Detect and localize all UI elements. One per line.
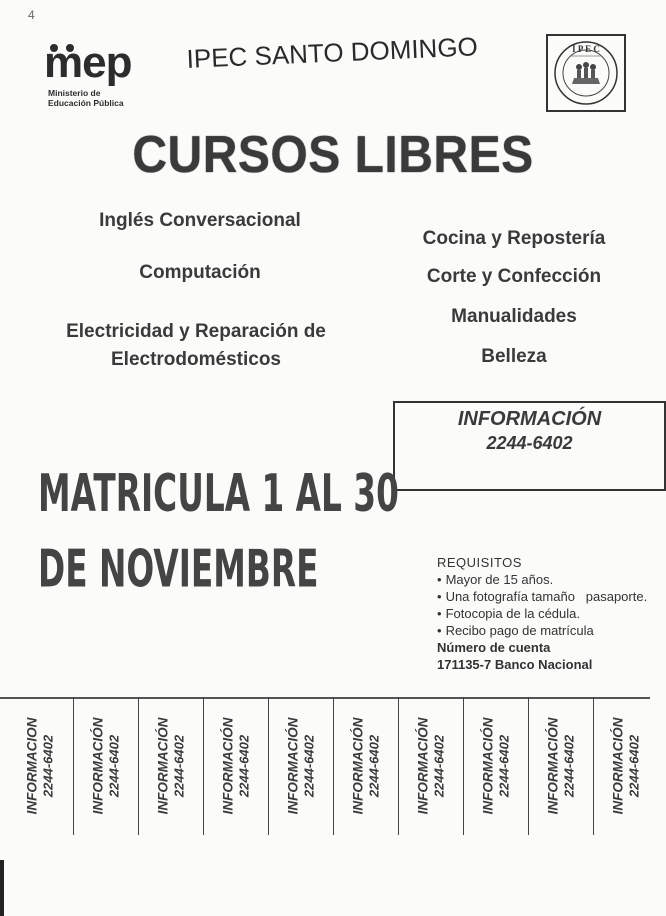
tear-tab-text (415, 718, 446, 815)
course-item: Electricidad y Reparación de Electrodomésticos (66, 321, 326, 370)
logo-word: mep (44, 38, 132, 87)
tear-tab-phone: 2244-6402 (106, 734, 121, 798)
tear-tab-text (25, 718, 56, 815)
tear-tab-phone: 2244-6402 (366, 734, 381, 798)
enrollment-line-1: MATRICULA 1 AL 30 (38, 463, 399, 524)
tear-tab-label: INFORMACIÓN (545, 717, 560, 815)
course-item: Belleza (481, 346, 547, 367)
enrollment-dates (38, 456, 399, 607)
tear-tab-label: INFORMACIÓN (480, 717, 495, 815)
tear-tab-phone: 2244-6402 (496, 734, 511, 798)
tear-tab-label: INFORMACION (24, 717, 40, 815)
tear-tab-text (545, 718, 576, 815)
tear-tab-label: INFORMACIÓN (415, 717, 430, 815)
tear-tab-label: INFORMACIÓN (350, 717, 365, 815)
tear-tab-phone: 2244-6402 (171, 734, 186, 798)
tear-tab[interactable] (8, 697, 72, 835)
enrollment-line-2: DE NOVIEMBRE (38, 538, 319, 599)
account-value: 171135-7 Banco Nacional (437, 657, 593, 672)
tear-tab[interactable] (528, 697, 592, 835)
tear-tab[interactable] (333, 697, 397, 835)
tear-tab-text (610, 718, 641, 815)
tear-tab[interactable] (268, 697, 332, 835)
tear-tab-label: INFORMACIÓN (90, 717, 105, 815)
course-item: Manualidades (451, 306, 577, 327)
tear-tab[interactable] (463, 697, 527, 835)
ipec-seal (546, 34, 626, 112)
tear-tab-label: INFORMACIÓN (155, 717, 170, 815)
tear-tab-text (90, 718, 121, 815)
requirement-item: • Fotocopia de la cédula. (437, 605, 647, 622)
tear-tab[interactable] (138, 697, 202, 835)
requirement-item: • Recibo pago de matrícula (437, 622, 647, 639)
requirement-item: • Mayor de 15 años. (437, 571, 647, 588)
seal-text: I P E C (572, 44, 600, 54)
logo-subtitle: Ministerio de Educación Pública (48, 88, 124, 108)
account-label: Número de cuenta (437, 640, 551, 655)
tear-tab-text (155, 718, 186, 815)
requirements-title: REQUISITOS (437, 555, 522, 570)
course-item: Inglés Conversacional (99, 210, 301, 231)
tear-tab-label: INFORMACIÓN (285, 717, 300, 815)
page-mark: 4 (28, 8, 35, 22)
tear-tab[interactable] (73, 697, 137, 835)
tear-tab-phone: 2244-6402 (561, 734, 576, 798)
scan-edge (0, 860, 4, 916)
tear-tab-phone: 2244-6402 (236, 734, 251, 798)
tear-tab-phone: 2244-6402 (626, 734, 641, 798)
tear-tab-text (220, 718, 251, 815)
course-item: Computación (139, 262, 261, 283)
requirement-item: • Una fotografía tamaño pasaporte. (437, 588, 647, 605)
info-box (393, 401, 666, 491)
tear-tab-text (480, 718, 511, 815)
tear-tab[interactable] (398, 697, 462, 835)
tear-tab-phone: 2244-6402 (431, 734, 446, 798)
requirements (437, 554, 647, 673)
info-phone: 2244-6402 (486, 433, 573, 453)
school-title: IPEC SANTO DOMINGO (186, 31, 479, 74)
tear-tab-phone: 2244-6402 (40, 734, 56, 798)
tear-tab[interactable] (203, 697, 267, 835)
info-title: INFORMACIÓN (457, 408, 602, 430)
tear-tab[interactable] (593, 697, 657, 835)
course-item: Corte y Confección (426, 266, 602, 287)
headline: CURSOS LIBRES (132, 126, 534, 185)
tear-tab-label: INFORMACIÓN (220, 717, 235, 815)
course-item: Cocina y Repostería (422, 228, 606, 249)
seal-icon (548, 36, 624, 110)
tear-tab-text (285, 718, 316, 815)
tear-tab-text (350, 718, 381, 815)
tear-tab-phone: 2244-6402 (301, 734, 316, 798)
tear-tab-label: INFORMACIÓN (610, 717, 625, 815)
